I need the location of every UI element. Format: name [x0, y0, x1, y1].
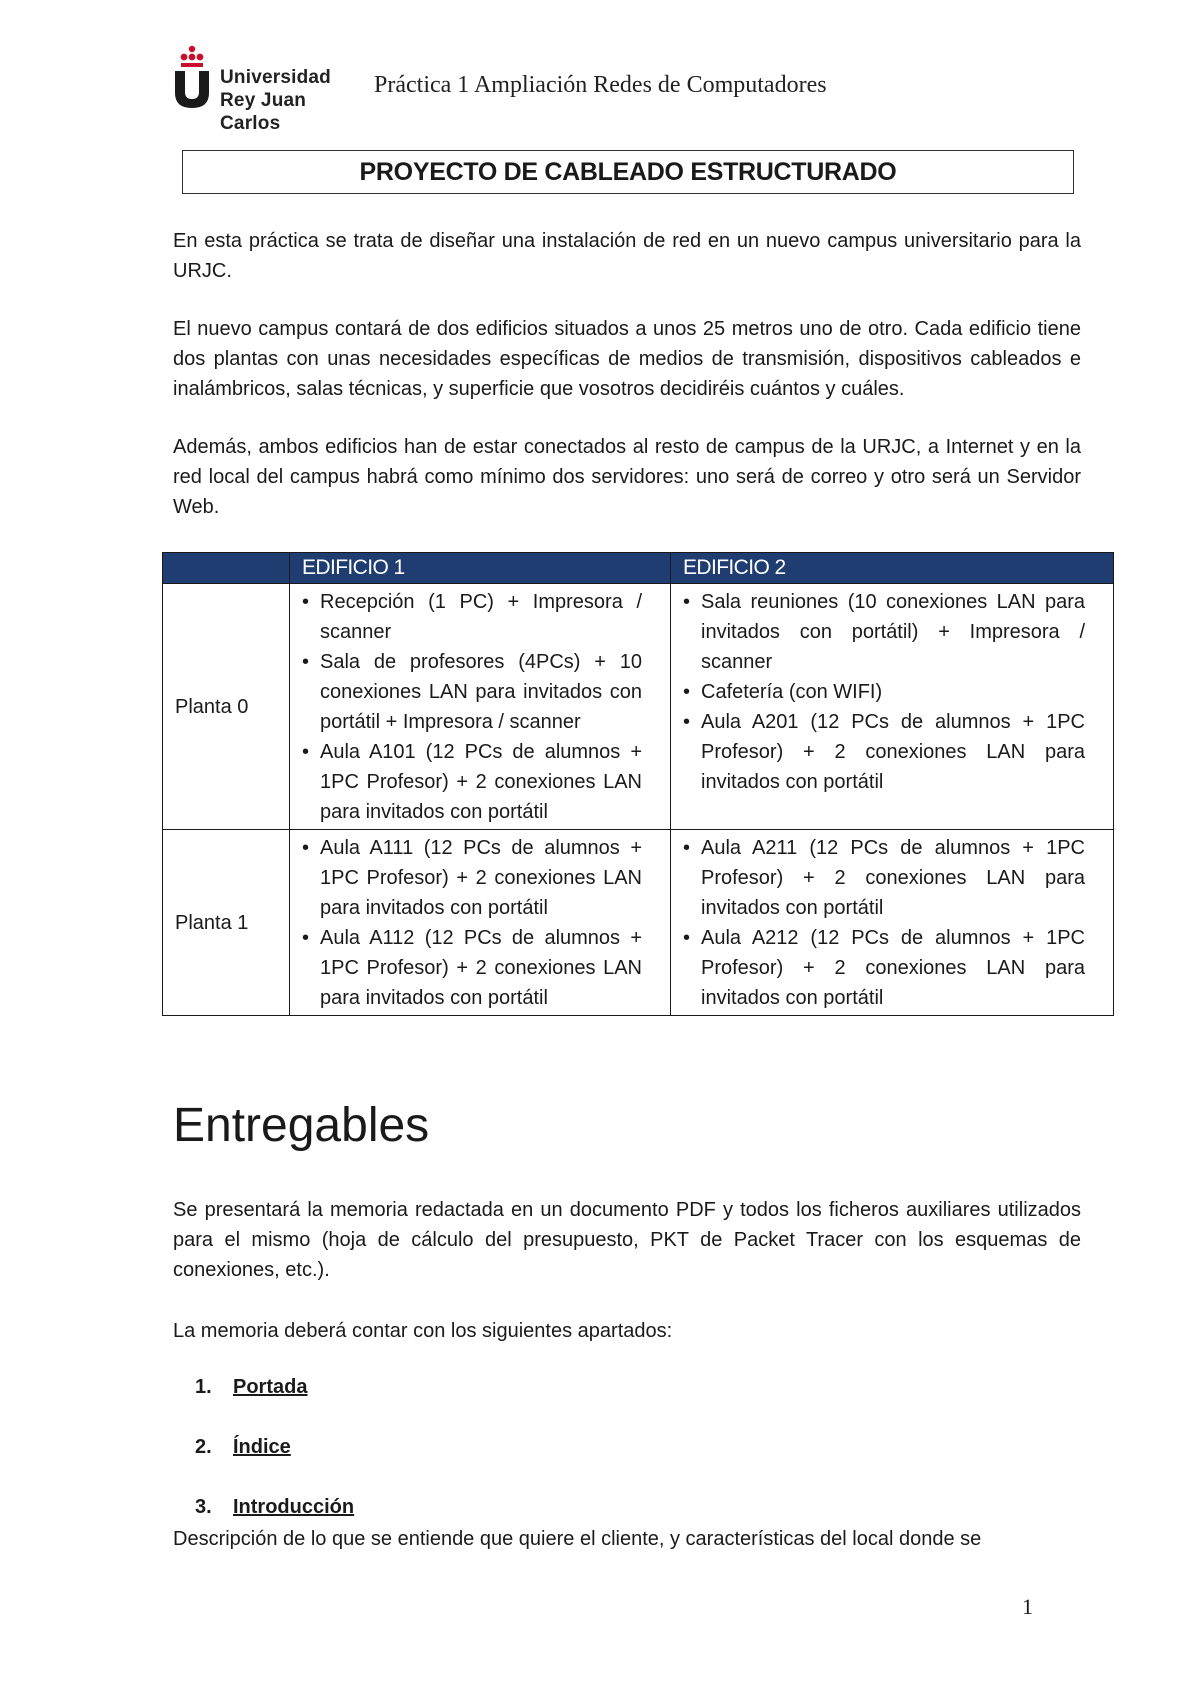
list-item: • Aula A112 (12 PCs de alumnos + 1PC Profesor) + 2 conexiones LAN para invitados con portátil — [320, 923, 642, 1013]
intro-paragraph-2: El nuevo campus contará de dos edificios situados a unos 25 metros uno de otro. Cada edificio tiene dos plantas con unas necesidades específicas de medios de transmisión, dispositivos cableados e inalámbricos, salas técnicas, y superficie que vosotros decidiréis cuántos y cuáles. — [173, 318, 1081, 400]
entregables-paragraph-1: Se presentará la memoria redactada en un documento PDF y todos los ficheros auxiliares utilizados para el mismo (hoja de cálculo del presupuesto, PKT de Packet Tracer con los esquemas de conexiones, etc.). — [173, 1199, 1081, 1281]
list-item: • Recepción (1 PC) + Impresora / scanner — [320, 587, 642, 647]
table-header-empty — [163, 553, 290, 584]
cell-planta-0-edificio-2 — [671, 584, 1114, 830]
page-number: 1 — [1022, 1594, 1033, 1619]
list-item — [173, 1432, 354, 1492]
list-item: • Sala reuniones (10 conexiones LAN para invitados con portátil) + Impresora / scanner — [701, 587, 1085, 677]
header-title: Práctica 1 Ampliación Redes de Computadores — [374, 72, 827, 98]
table-header-edificio-2: EDIFICIO 2 — [671, 553, 1114, 584]
introduccion-description: Descripción de lo que se entiende que quiere el cliente, y características del local donde se — [173, 1528, 982, 1550]
list-item: • Cafetería (con WIFI) — [701, 677, 1085, 707]
requirements-table — [162, 552, 1114, 1016]
logo-line-1: Universidad — [220, 67, 331, 88]
entregables-paragraph-2: La memoria deberá contar con los siguientes apartados: — [173, 1320, 673, 1342]
list-item: • Aula A211 (12 PCs de alumnos + 1PC Profesor) + 2 conexiones LAN para invitados con portátil — [701, 833, 1085, 923]
logo-text — [220, 66, 362, 135]
section-label: Índice — [233, 1436, 291, 1458]
list-item: • Sala de profesores (4PCs) + 10 conexiones LAN para invitados con portátil + Impresora / scanner — [320, 647, 642, 737]
section-heading-entregables: Entregables — [173, 1099, 430, 1152]
university-logo — [172, 40, 362, 134]
section-label: Introducción — [233, 1496, 355, 1518]
list-item: • Aula A212 (12 PCs de alumnos + 1PC Profesor) + 2 conexiones LAN para invitados con portátil — [701, 923, 1085, 1013]
row-label-planta-0: Planta 0 — [163, 584, 290, 830]
table-row — [163, 584, 1114, 830]
section-number: 2. — [195, 1436, 212, 1458]
cell-planta-1-edificio-1 — [290, 830, 671, 1016]
section-label: Portada — [233, 1376, 308, 1398]
list-item: • Aula A111 (12 PCs de alumnos + 1PC Profesor) + 2 conexiones LAN para invitados con portátil — [320, 833, 642, 923]
intro-paragraph-3: Además, ambos edificios han de estar conectados al resto de campus de la URJC, a Internet y en la red local del campus habrá como mínimo dos servidores: uno será de correo y otro será un Servidor Web. — [173, 436, 1081, 518]
cell-planta-0-edificio-1 — [290, 584, 671, 830]
intro-paragraph-1: En esta práctica se trata de diseñar una instalación de red en un nuevo campus universitario para la URJC. — [173, 230, 1081, 282]
urjc-logo-icon — [172, 44, 212, 108]
list-item: • Aula A201 (12 PCs de alumnos + 1PC Profesor) + 2 conexiones LAN para invitados con portátil — [701, 707, 1085, 797]
table-header-row — [163, 553, 1114, 584]
row-label-planta-1: Planta 1 — [163, 830, 290, 1016]
document-title: PROYECTO DE CABLEADO ESTRUCTURADO — [182, 150, 1074, 194]
table-row — [163, 830, 1114, 1016]
list-item: • Aula A101 (12 PCs de alumnos + 1PC Profesor) + 2 conexiones LAN para invitados con portátil — [320, 737, 642, 827]
section-number: 3. — [195, 1496, 212, 1518]
section-number: 1. — [195, 1376, 212, 1398]
list-item — [173, 1372, 354, 1432]
cell-planta-1-edificio-2 — [671, 830, 1114, 1016]
table-header-edificio-1: EDIFICIO 1 — [290, 553, 671, 584]
logo-line-2: Rey Juan Carlos — [220, 90, 307, 134]
